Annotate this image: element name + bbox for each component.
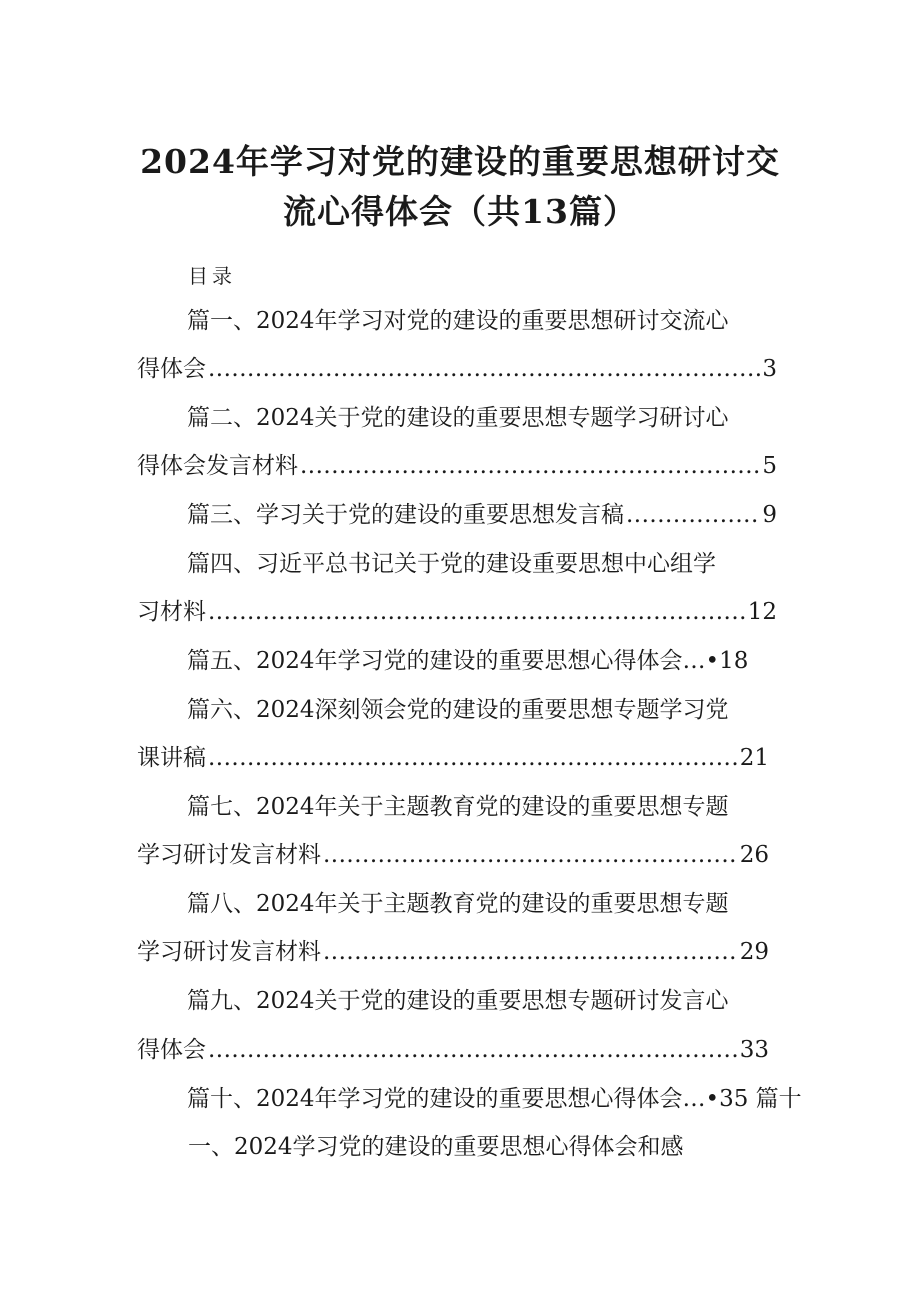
toc-entry-7-page: 26 xyxy=(739,842,769,868)
dot-leader xyxy=(208,597,746,627)
toc-label: 目录 xyxy=(188,264,236,288)
toc-entry-1-page: 3 xyxy=(762,356,777,382)
dot-leader xyxy=(323,840,738,870)
toc-entry-4-page: 12 xyxy=(747,599,777,625)
toc-entry-7-line1[interactable]: 篇七、2024年关于主题教育党的建设的重要思想专题 xyxy=(187,794,729,820)
toc-entry-6-line2: 课讲稿 xyxy=(137,745,206,771)
toc-entry-3-page: 9 xyxy=(762,502,777,528)
toc-entry-5-line1[interactable]: 篇五、2024年学习党的建设的重要思想心得体会…•18 xyxy=(187,648,749,674)
toc-entry-6-page: 21 xyxy=(739,745,769,771)
toc-entry-1-line1[interactable]: 篇一、2024年学习对党的建设的重要思想研讨交流心 xyxy=(187,308,729,334)
dot-leader xyxy=(323,937,738,967)
toc-entry-8-line2: 学习研讨发言材料 xyxy=(137,939,321,965)
toc-entry-6-line1[interactable]: 篇六、2024深刻领会党的建设的重要思想专题学习党 xyxy=(187,697,729,723)
toc-entry-8-page: 29 xyxy=(739,939,769,965)
toc-entry-7-leader[interactable] xyxy=(137,840,769,870)
toc-entry-9-line1[interactable]: 篇九、2024关于党的建设的重要思想专题研讨发言心 xyxy=(187,988,729,1014)
dot-leader xyxy=(626,500,760,530)
dot-leader xyxy=(208,743,738,773)
toc-entry-3-line1: 篇三、学习关于党的建设的重要思想发言稿 xyxy=(187,502,624,528)
toc-entry-9-line2: 得体会 xyxy=(137,1037,206,1063)
toc-entry-1-leader[interactable] xyxy=(137,354,777,384)
toc-entry-2-line1[interactable]: 篇二、2024关于党的建设的重要思想专题学习研讨心 xyxy=(187,405,729,431)
dot-leader xyxy=(208,1035,738,1065)
toc-entry-6-leader[interactable] xyxy=(137,743,769,773)
toc-entry-8-leader[interactable] xyxy=(137,937,769,967)
toc-entry-3-leader[interactable] xyxy=(187,500,777,530)
toc-entry-4-line2: 习材料 xyxy=(137,599,206,625)
toc-entry-11-line1[interactable]: 一、2024学习党的建设的重要思想心得体会和感 xyxy=(188,1134,684,1160)
toc-entry-8-line1[interactable]: 篇八、2024年关于主题教育党的建设的重要思想专题 xyxy=(187,891,729,917)
toc-entry-4-line1[interactable]: 篇四、习近平总书记关于党的建设重要思想中心组学 xyxy=(187,551,716,577)
dot-leader xyxy=(208,354,760,384)
dot-leader xyxy=(300,451,760,481)
toc-entry-2-line2: 得体会发言材料 xyxy=(137,453,298,479)
toc-entry-2-page: 5 xyxy=(762,453,777,479)
toc-entry-7-line2: 学习研讨发言材料 xyxy=(137,842,321,868)
toc-entry-1-line2: 得体会 xyxy=(137,356,206,382)
toc-entry-9-page: 33 xyxy=(739,1037,769,1063)
toc-entry-4-leader[interactable] xyxy=(137,597,777,627)
toc-entry-10-line1[interactable]: 篇十、2024年学习党的建设的重要思想心得体会…•35 篇十 xyxy=(187,1086,802,1112)
toc-entry-2-leader[interactable] xyxy=(137,451,777,481)
document-title-line1: 2024年学习对党的建设的重要思想研讨交 xyxy=(140,142,780,181)
document-title-line2: 流心得体会（共13篇） xyxy=(283,192,637,231)
toc-entry-9-leader[interactable] xyxy=(137,1035,769,1065)
